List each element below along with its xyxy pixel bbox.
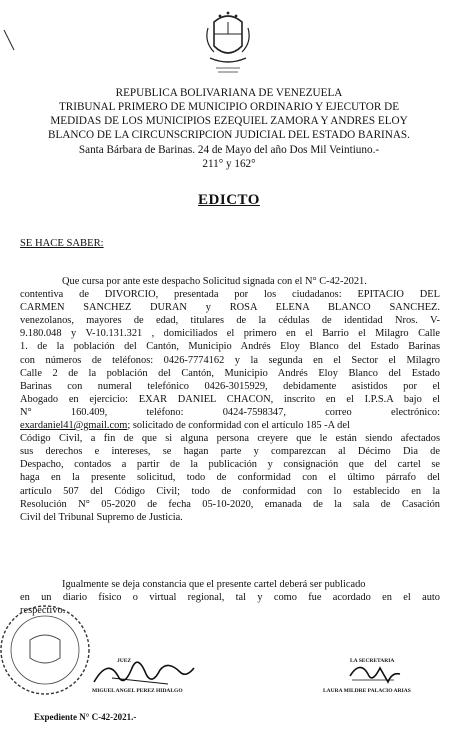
secretary-role-label: LA SECRETARIA: [350, 658, 395, 664]
body-line-fragment: ; solicitado de conformidad con el artículo 185 -A del: [127, 420, 350, 432]
body-line: N° 160.409, teléfono: 0424-7598347, correo electrónico:: [20, 406, 440, 418]
body-line: Resolución N° 05-2020 de fecha 05-10-2020, emanada de la sala de Casación: [20, 498, 440, 510]
body-line: 1. de la población del Cantón, Municipio Andrés Eloy Blanco del Estado Barinas: [20, 341, 440, 353]
body-line: respectivo.: [20, 605, 66, 617]
body-line: venezolanos, mayores de edad, titulares de la cédulas de identidad Nros. V-: [20, 315, 440, 327]
body-line: contentiva de DIVORCIO, presentada por los ciudadanos: EPITACIO DEL: [20, 289, 440, 301]
body-line: artículo 507 del Código Civil; todo de conformidad con lo establecido en la: [20, 485, 440, 497]
header-court-line1: TRIBUNAL PRIMERO DE MUNICIPIO ORDINARIO Y EJECUTOR DE: [58, 101, 400, 113]
body-line: CARMEN SANCHEZ DURAN y ROSA ELENA BLANCO SANCHEZ.: [20, 302, 440, 314]
secretary-name-label: LAURA MILDRE PALACIO ARIAS: [323, 688, 411, 694]
judge-name-label: MIGUEL ANGEL PEREZ HIDALGO: [92, 688, 183, 694]
header-court-line3: BLANCO DE LA CIRCUNSCRIPCION JUDICIAL DEL ESTADO BARINAS.: [48, 129, 410, 141]
email-link[interactable]: exardaniel41@gmail.com: [20, 420, 128, 432]
se-hace-saber-heading: SE HACE SABER:: [20, 238, 104, 249]
judge-role-label: JUEZ: [117, 658, 132, 664]
body-line: Barinas con numeral telefónico 0426-3015929, debidamente asistidos por el: [20, 380, 440, 392]
header-years: 211° y 162°: [202, 158, 256, 170]
body-line: Que cursa por ante este despacho Solicitud signada con el N° C-42-2021.: [62, 276, 367, 287]
body-line: Igualmente se deja constancia que el presente cartel deberá ser publicado: [62, 579, 366, 590]
body-line: Calle 2 de la población del Cantón, Municipio Andrés Eloy Blanco del Estado: [20, 367, 440, 379]
corner-pen-mark: [0, 28, 20, 54]
body-paragraph-1: [20, 275, 440, 524]
body-line-email: [20, 419, 440, 432]
header-date: Santa Bárbara de Barinas. 24 de Mayo del año Dos Mil Veintiuno.-: [78, 144, 380, 156]
body-line: Código Civil, a fin de que si alguna persona creyere que le están siendo afectados: [20, 433, 440, 445]
body-line: Abogado en ejercicio: EXAR DANIEL CHACON, inscrito en el I.P.S.A bajo el: [20, 393, 440, 405]
body-line: en un diario físico o virtual regional, tal y como fue acordado en el auto: [20, 592, 440, 604]
header-court-line2: MEDIDAS DE LOS MUNICIPIOS EZEQUIEL ZAMORA Y ANDRES ELOY: [50, 115, 408, 127]
page-title: EDICTO: [198, 192, 260, 208]
body-line: Civil del Tribunal Supremo de Justicia.: [20, 511, 183, 523]
body-line: Despacho, contados a partir de la publicación y consignación que del cartel se: [20, 459, 440, 471]
case-number-footer: Expediente N° C-42-2021.-: [34, 712, 137, 722]
body-line: 9.180.048 y V-10.131.321 , domiciliados el primero en el Barrio el Milagro Calle: [20, 328, 440, 340]
coat-of-arms-emblem: [200, 8, 256, 78]
header-country: REPUBLICA BOLIVARIANA DE VENEZUELA: [115, 87, 343, 99]
body-line: sus derechos e intereses, se hagan parte y comparezcan al Décimo Dia de: [20, 446, 440, 458]
body-line: haga en la presente solicitud, todo de conformidad con el último párrafo del: [20, 472, 440, 484]
body-line: con números de teléfonos: 0426-7774162 y la segunda en el Sector el Milagro: [20, 354, 440, 366]
judge-signature: [88, 648, 198, 692]
